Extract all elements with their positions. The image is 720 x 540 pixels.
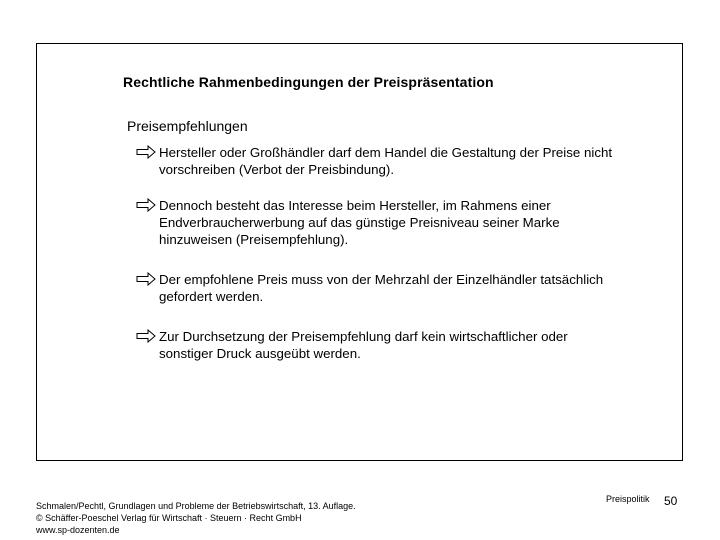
bullet-text: Dennoch besteht das Interesse beim Hersteller, im Rahmens einer Endverbraucherwerbung auf das günstige Preisniveau seiner Marke hinzuweisen (Preisempfehlung). (159, 198, 560, 247)
section-heading: Preisempfehlungen (127, 118, 248, 134)
bullet-text: Hersteller oder Großhändler darf dem Handel die Gestaltung der Preise nicht vorschreiben (Verbot der Preisbindung). (159, 145, 613, 177)
slide-title: Rechtliche Rahmenbedingungen der Preispräsentation (123, 74, 494, 90)
footer-website: www.sp-dozenten.de (36, 525, 120, 535)
arrow-right-icon (136, 198, 156, 212)
bullet-text: Der empfohlene Preis muss von der Mehrzahl der Einzelhändler tatsächlich gefordert werden. (159, 272, 604, 304)
footer-copyright: © Schäffer-Poeschel Verlag für Wirtschaft · Steuern · Recht GmbH (36, 513, 302, 523)
arrow-right-icon (136, 272, 156, 286)
footer-topic: Preispolitik (606, 494, 650, 504)
arrow-right-icon (136, 329, 156, 343)
footer-citation: Schmalen/Pechtl, Grundlagen und Probleme der Betriebswirtschaft, 13. Auflage. (36, 501, 356, 511)
page-number: 50 (664, 494, 678, 508)
slide-frame (36, 43, 683, 461)
arrow-right-icon (136, 145, 156, 159)
footer-source (36, 500, 356, 536)
bullet-text: Zur Durchsetzung der Preisempfehlung darf kein wirtschaftlicher oder sonstiger Druck ausgeübt werden. (159, 329, 568, 361)
